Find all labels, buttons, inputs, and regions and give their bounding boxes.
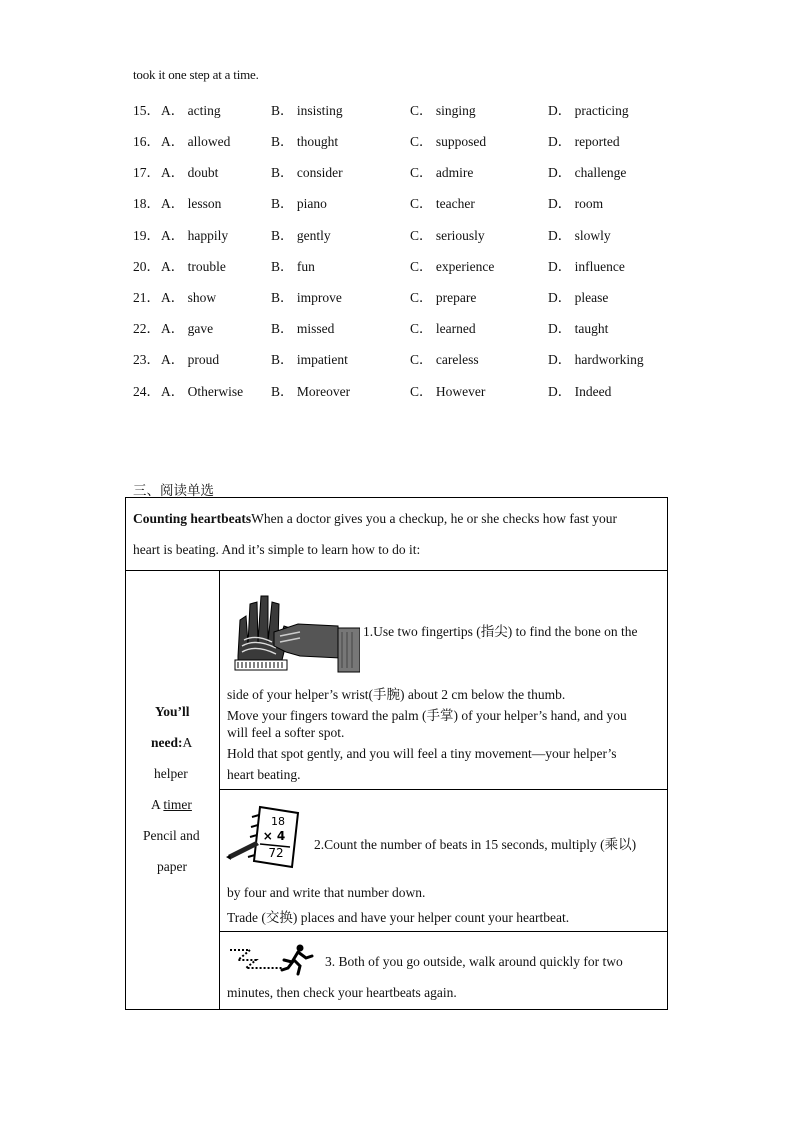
option-c: C． learned <box>410 321 476 336</box>
step1-line4: will feel a softer spot. <box>227 725 345 740</box>
passage-intro-2: heart is beating. And it’s simple to learn how to do it: <box>133 542 421 557</box>
need-label-2: need: <box>151 735 183 750</box>
need-item-helper: helper <box>154 766 188 781</box>
wrist-pulse-hand-icon <box>230 586 360 676</box>
question-row <box>133 224 693 244</box>
question-row <box>133 161 693 181</box>
option-b: B． Moreover <box>271 384 351 399</box>
walking-person-icon <box>228 944 314 976</box>
option-c: C． careless <box>410 352 479 367</box>
step1-line3: Move your fingers toward the palm (手掌) of your helper’s hand, and you <box>227 708 627 723</box>
option-b: B． insisting <box>271 103 343 118</box>
section-title: 三、阅读单选 <box>133 483 214 499</box>
need-item-timer-line <box>151 797 192 813</box>
question-row <box>133 130 693 150</box>
option-c: C． prepare <box>410 290 477 305</box>
pencil-paper-calc-icon <box>226 803 300 873</box>
step2-line3: Trade (交换) places and have your helper count your heartbeat. <box>227 910 570 925</box>
step2-line1: 2.Count the number of beats in 15 seconds, multiply (乘以) <box>314 837 637 852</box>
question-number: 17． <box>133 165 160 180</box>
step3-line2: minutes, then check your heartbeats again. <box>227 985 457 1000</box>
option-c: C． supposed <box>410 134 487 149</box>
table-divider <box>219 789 667 790</box>
option-d: D． influence <box>548 259 625 274</box>
question-number: 19． <box>133 228 160 243</box>
question-row <box>133 317 693 337</box>
option-d: D． Indeed <box>548 384 612 399</box>
question-number: 20． <box>133 259 160 274</box>
question-number: 22． <box>133 321 160 336</box>
option-a: A． happily <box>161 228 229 243</box>
option-d: D． challenge <box>548 165 627 180</box>
option-b: B． missed <box>271 321 335 336</box>
question-row <box>133 99 693 119</box>
passage-intro: When a doctor gives you a checkup, he or she checks how fast your <box>251 511 618 526</box>
option-d: D． taught <box>548 321 609 336</box>
step1-line6: heart beating. <box>227 767 301 782</box>
option-b: B． fun <box>271 259 315 274</box>
intro-tail: took it one step at a time. <box>133 67 259 82</box>
option-d: D． slowly <box>548 228 611 243</box>
option-a: A． gave <box>161 321 214 336</box>
calc-result: 72 <box>268 846 284 860</box>
step1-line2: side of your helper’s wrist(手腕) about 2 cm below the thumb. <box>227 687 566 702</box>
option-a: A． proud <box>161 352 220 367</box>
calc-mul: × 4 <box>262 829 286 843</box>
question-number: 23． <box>133 352 160 367</box>
option-b: B． gently <box>271 228 331 243</box>
option-b: B． impatient <box>271 352 348 367</box>
need-item-pencil: Pencil and <box>143 828 200 843</box>
need-item-paper: paper <box>157 859 187 874</box>
option-a: A． show <box>161 290 217 305</box>
step1-line1: 1.Use two fingertips (指尖) to find the bone on the <box>363 624 638 639</box>
calc-top: 18 <box>271 815 285 828</box>
option-c: C． seriously <box>410 228 485 243</box>
option-c: C． teacher <box>410 196 475 211</box>
passage-title: Counting heartbeats <box>133 511 252 526</box>
table-divider <box>126 570 667 571</box>
question-row <box>133 286 693 306</box>
passage-table <box>125 497 668 1010</box>
step3-line1: 3. Both of you go outside, walk around quickly for two <box>325 954 623 969</box>
passage-header <box>133 511 617 527</box>
question-number: 21． <box>133 290 160 305</box>
question-row <box>133 192 693 212</box>
need-item-helper-a: A <box>182 735 193 750</box>
option-a: A． trouble <box>161 259 226 274</box>
question-number: 15． <box>133 103 160 118</box>
option-c: C． However <box>410 384 486 399</box>
need-item-timer-pre: A <box>151 797 164 812</box>
option-a: A． lesson <box>161 196 222 211</box>
table-divider <box>219 931 667 932</box>
option-d: D． practicing <box>548 103 629 118</box>
option-c: C． admire <box>410 165 474 180</box>
option-a: A． doubt <box>161 165 219 180</box>
option-c: C． experience <box>410 259 495 274</box>
step2-line2: by four and write that number down. <box>227 885 426 900</box>
question-number: 16． <box>133 134 160 149</box>
need-item-timer: timer <box>163 797 192 812</box>
step1-line5: Hold that spot gently, and you will feel a tiny movement—your helper’s <box>227 746 617 761</box>
need-label: You’ll <box>155 704 190 719</box>
need-line <box>151 735 192 751</box>
option-c: C． singing <box>410 103 476 118</box>
option-a: A． allowed <box>161 134 231 149</box>
option-d: D． please <box>548 290 609 305</box>
option-b: B． consider <box>271 165 343 180</box>
option-b: B． improve <box>271 290 342 305</box>
option-a: A． Otherwise <box>161 384 244 399</box>
option-d: D． hardworking <box>548 352 644 367</box>
option-b: B． thought <box>271 134 339 149</box>
question-row <box>133 255 693 275</box>
option-d: D． room <box>548 196 604 211</box>
option-b: B． piano <box>271 196 327 211</box>
question-number: 18． <box>133 196 160 211</box>
option-a: A． acting <box>161 103 221 118</box>
question-row <box>133 348 693 368</box>
question-row <box>133 380 693 400</box>
option-d: D． reported <box>548 134 620 149</box>
question-number: 24． <box>133 384 160 399</box>
